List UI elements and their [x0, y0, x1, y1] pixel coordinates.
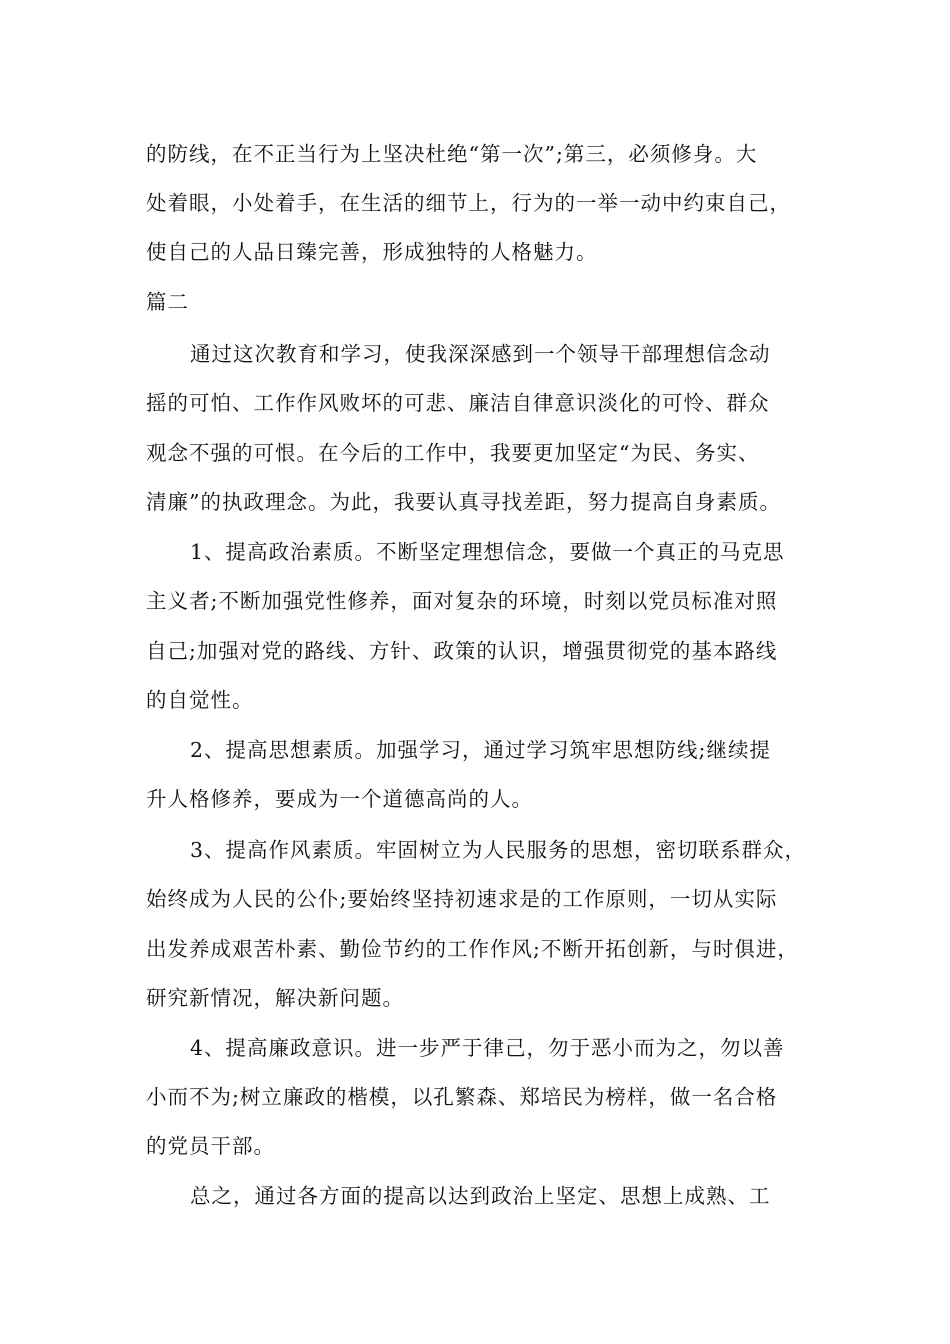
paragraph-first-line: 1、提高政治素质。不断坚定理想信念，要做一个真正的马克思 — [190, 540, 785, 564]
paragraph-first-line: 2、提高思想素质。加强学习，通过学习筑牢思想防线;继续提 — [190, 738, 771, 762]
text-line: 清廉”的执政理念。为此，我要认真寻找差距，努力提高自身素质。 — [146, 490, 781, 514]
text-line: 的自觉性。 — [146, 688, 254, 712]
text-line: 处着眼，小处着手，在生活的细节上，行为的一举一动中约束自己， — [146, 191, 791, 215]
text-line: 观念不强的可恨。在今后的工作中，我要更加坚定“为民、务实、 — [146, 441, 760, 465]
text-line: 始终成为人民的公仆;要始终坚持初速求是的工作原则，一切从实际 — [146, 887, 778, 911]
text-line: 升人格修养，要成为一个道德高尚的人。 — [146, 787, 533, 811]
text-line: 研究新情况，解决新问题。 — [146, 986, 404, 1010]
text-line: 出发养成艰苦朴素、勤俭节约的工作作风;不断开拓创新，与时俱进， — [146, 937, 799, 961]
text-line: 小而不为;树立廉政的楷模，以孔繁森、郑培民为榜样，做一名合格 — [146, 1085, 778, 1109]
text-line: 主义者;不断加强党性修养，面对复杂的环境，时刻以党员标准对照 — [146, 589, 778, 613]
text-line: 自己;加强对党的路线、方针、政策的认识，增强贯彻党的基本路线 — [146, 639, 778, 663]
paragraph-first-line: 通过这次教育和学习，使我深深感到一个领导干部理想信念动 — [190, 342, 771, 366]
text-line: 的防线，在不正当行为上坚决杜绝“第一次”;第三，必须修身。大 — [146, 142, 758, 166]
text-line: 的党员干部。 — [146, 1134, 275, 1158]
section-heading: 篇二 — [146, 290, 189, 314]
paragraph-first-line: 4、提高廉政意识。进一步严于律己，勿于恶小而为之，勿以善 — [190, 1036, 785, 1060]
text-line: 使自己的人品日臻完善，形成独特的人格魅力。 — [146, 240, 598, 264]
paragraph-first-line: 3、提高作风素质。牢固树立为人民服务的思想，密切联系群众， — [190, 838, 807, 862]
paragraph-first-line: 总之，通过各方面的提高以达到政治上坚定、思想上成熟、工 — [190, 1184, 771, 1208]
text-line: 摇的可怕、工作作风败坏的可悲、廉洁自律意识淡化的可怜、群众 — [146, 391, 770, 415]
